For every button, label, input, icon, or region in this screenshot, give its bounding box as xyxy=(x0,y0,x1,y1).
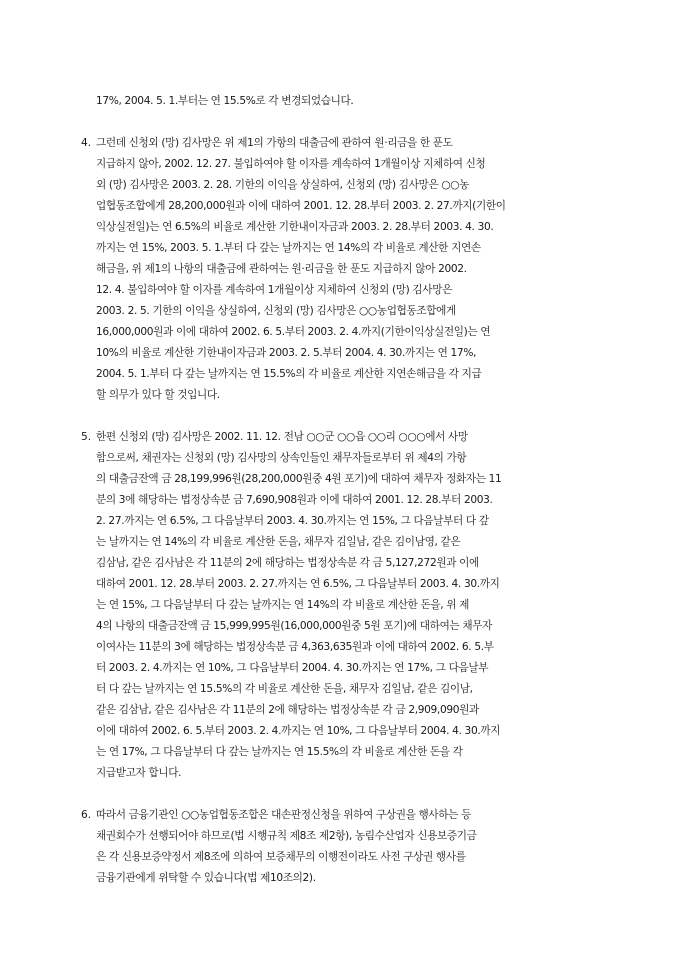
paragraph-5-line-14: 같은 김삼남, 같은 김사남은 각 11분의 2에 해당하는 법정상속분 각 금 2,909,090원과 xyxy=(96,704,479,716)
paragraph-5-line-17: 지급받고자 합니다. xyxy=(96,767,182,779)
paragraph-6-line-3: 은 각 신용보증약정서 제8조에 의하여 보증채무의 이행전이라도 사전 구상권 행사를 xyxy=(96,851,466,863)
paragraph-5-line-8: 대하여 2001. 12. 28.부터 2003. 2. 27.까지는 연 6.5%, 그 다음날부터 2003. 4. 30.까지 xyxy=(96,578,500,590)
paragraph-4-line-6: 까지는 연 15%, 2003. 5. 1.부터 다 갚는 날까지는 연 14%의 각 비율로 계산한 지연손 xyxy=(96,242,481,254)
paragraph-4-line-9: 2003. 2. 5. 기한의 이익을 상실하여, 신청외 (망) 김사망은 ○○농업협동조합에게 xyxy=(96,305,456,317)
paragraph-5-line-16: 는 연 17%, 그 다음날부터 다 갚는 날까지는 연 15.5%의 각 비율로 계산한 돈을 각 xyxy=(96,746,463,758)
paragraph-4-line-4: 업협동조합에게 28,200,000원과 이에 대하여 2001. 12. 28.부터 2003. 2. 27.까지(기한이 xyxy=(96,200,506,212)
paragraph-6-line-1: 따라서 금융기관인 ○○농업협동조합은 대손판정신청을 위하여 구상권을 행사하는 등 xyxy=(96,809,471,821)
paragraph-4-line-11: 10%의 비율로 계산한 기한내이자금과 2003. 2. 5.부터 2004. 4. 30.까지는 연 17%, xyxy=(96,347,477,359)
intro-line-1: 17%, 2004. 5. 1.부터는 연 15.5%로 각 변경되었습니다. xyxy=(96,95,354,107)
paragraph-4-line-2: 지급하지 않아, 2002. 12. 27. 불입하여야 할 이자를 계속하여 1개월이상 지체하여 신청 xyxy=(96,158,486,170)
paragraph-4-line-3: 외 (망) 김사망은 2003. 2. 28. 기한의 이익을 상실하여, 신청외 (망) 김사망은 ○○농 xyxy=(96,179,470,191)
paragraph-5-line-7: 김삼남, 같은 김사남은 각 11분의 2에 해당하는 법정상속분 각 금 5,127,272원과 이에 xyxy=(96,557,479,569)
paragraph-4-line-12: 2004. 5. 1.부터 다 갚는 날까지는 연 15.5%의 각 비율로 계산한 지연손해금을 각 지급 xyxy=(96,368,482,380)
paragraph-5-line-6: 는 날까지는 연 14%의 각 비율로 계산한 돈을, 채무자 김일남, 같은 김이남영, 같은 xyxy=(96,536,461,548)
paragraph-5-line-2: 함으로써, 채권자는 신청외 (망) 김사망의 상속인들인 채무자들로부터 위 제4의 가항 xyxy=(96,452,467,464)
paragraph-6-line-2: 채권회수가 선행되어야 하므로(법 시행규칙 제8조 제2항), 농림수산업자 신용보증기금 xyxy=(96,830,477,842)
paragraph-4-line-1: 그런데 신청외 (망) 김사망은 위 제1의 가항의 대출금에 관하여 원·리금을 한 푼도 xyxy=(96,137,453,149)
paragraph-4-line-13: 할 의무가 있다 할 것입니다. xyxy=(96,389,220,401)
paragraph-4-line-8: 12. 4. 불입하여야 할 이자를 계속하여 1개월이상 지체하여 신청외 (망) 김사망은 xyxy=(96,284,452,296)
paragraph-4-number: 4. xyxy=(81,137,92,149)
paragraph-4-line-7: 해금을, 위 제1의 나항의 대출금에 관하여는 원·리금을 한 푼도 지급하지 않아 2002. xyxy=(96,263,467,275)
paragraph-5-line-13: 터 다 갚는 날까지는 연 15.5%의 각 비율로 계산한 돈을, 채무자 김일남, 같은 김이남, xyxy=(96,683,473,695)
paragraph-5-line-4: 분의 3에 해당하는 법정상속분 금 7,690,908원과 이에 대하여 2001. 12. 28.부터 2003. xyxy=(96,494,493,506)
paragraph-5-line-9: 는 연 15%, 그 다음날부터 다 갚는 날까지는 연 14%의 각 비율로 계산한 돈을, 위 제 xyxy=(96,599,470,611)
paragraph-5-line-10: 4의 나항의 대출금잔액 금 15,999,995원(16,000,000원중 5원 포기)에 대하여는 채무자 xyxy=(96,620,493,632)
paragraph-6-number: 6. xyxy=(81,809,92,821)
paragraph-5-line-11: 이여사는 11분의 3에 해당하는 법정상속분 금 4,363,635원과 이에 대하여 2002. 6. 5.부 xyxy=(96,641,494,653)
paragraph-5-line-5: 2. 27.까지는 연 6.5%, 그 다음날부터 2003. 4. 30.까지는 연 15%, 그 다음날부터 다 갚 xyxy=(96,515,489,527)
paragraph-6-line-4: 금융기관에게 위탁할 수 있습니다(법 제10조의2). xyxy=(96,872,316,884)
paragraph-5-line-1: 한편 신청외 (망) 김사망은 2002. 11. 12. 전남 ○○군 ○○읍 ○○리 ○○○에서 사망 xyxy=(96,431,468,443)
paragraph-4-line-10: 16,000,000원과 이에 대하여 2002. 6. 5.부터 2003. 2. 4.까지(기한이익상실전일)는 연 xyxy=(96,326,491,338)
paragraph-5-line-15: 이에 대하여 2002. 6. 5.부터 2003. 2. 4.까지는 연 10%, 그 다음날부터 2004. 4. 30.까지 xyxy=(96,725,501,737)
paragraph-5-number: 5. xyxy=(81,431,92,443)
paragraph-5-line-3: 의 대출금잔액 금 28,199,996원(28,200,000원중 4원 포기)에 대하여 채무자 정화자는 11 xyxy=(96,473,502,485)
paragraph-5-line-12: 터 2003. 2. 4.까지는 연 10%, 그 다음날부터 2004. 4. 30.까지는 연 17%, 그 다음날부 xyxy=(96,662,489,674)
paragraph-4-line-5: 익상실전일)는 연 6.5%의 비율로 계산한 기한내이자금과 2003. 2. 28.부터 2003. 4. 30. xyxy=(96,221,494,233)
